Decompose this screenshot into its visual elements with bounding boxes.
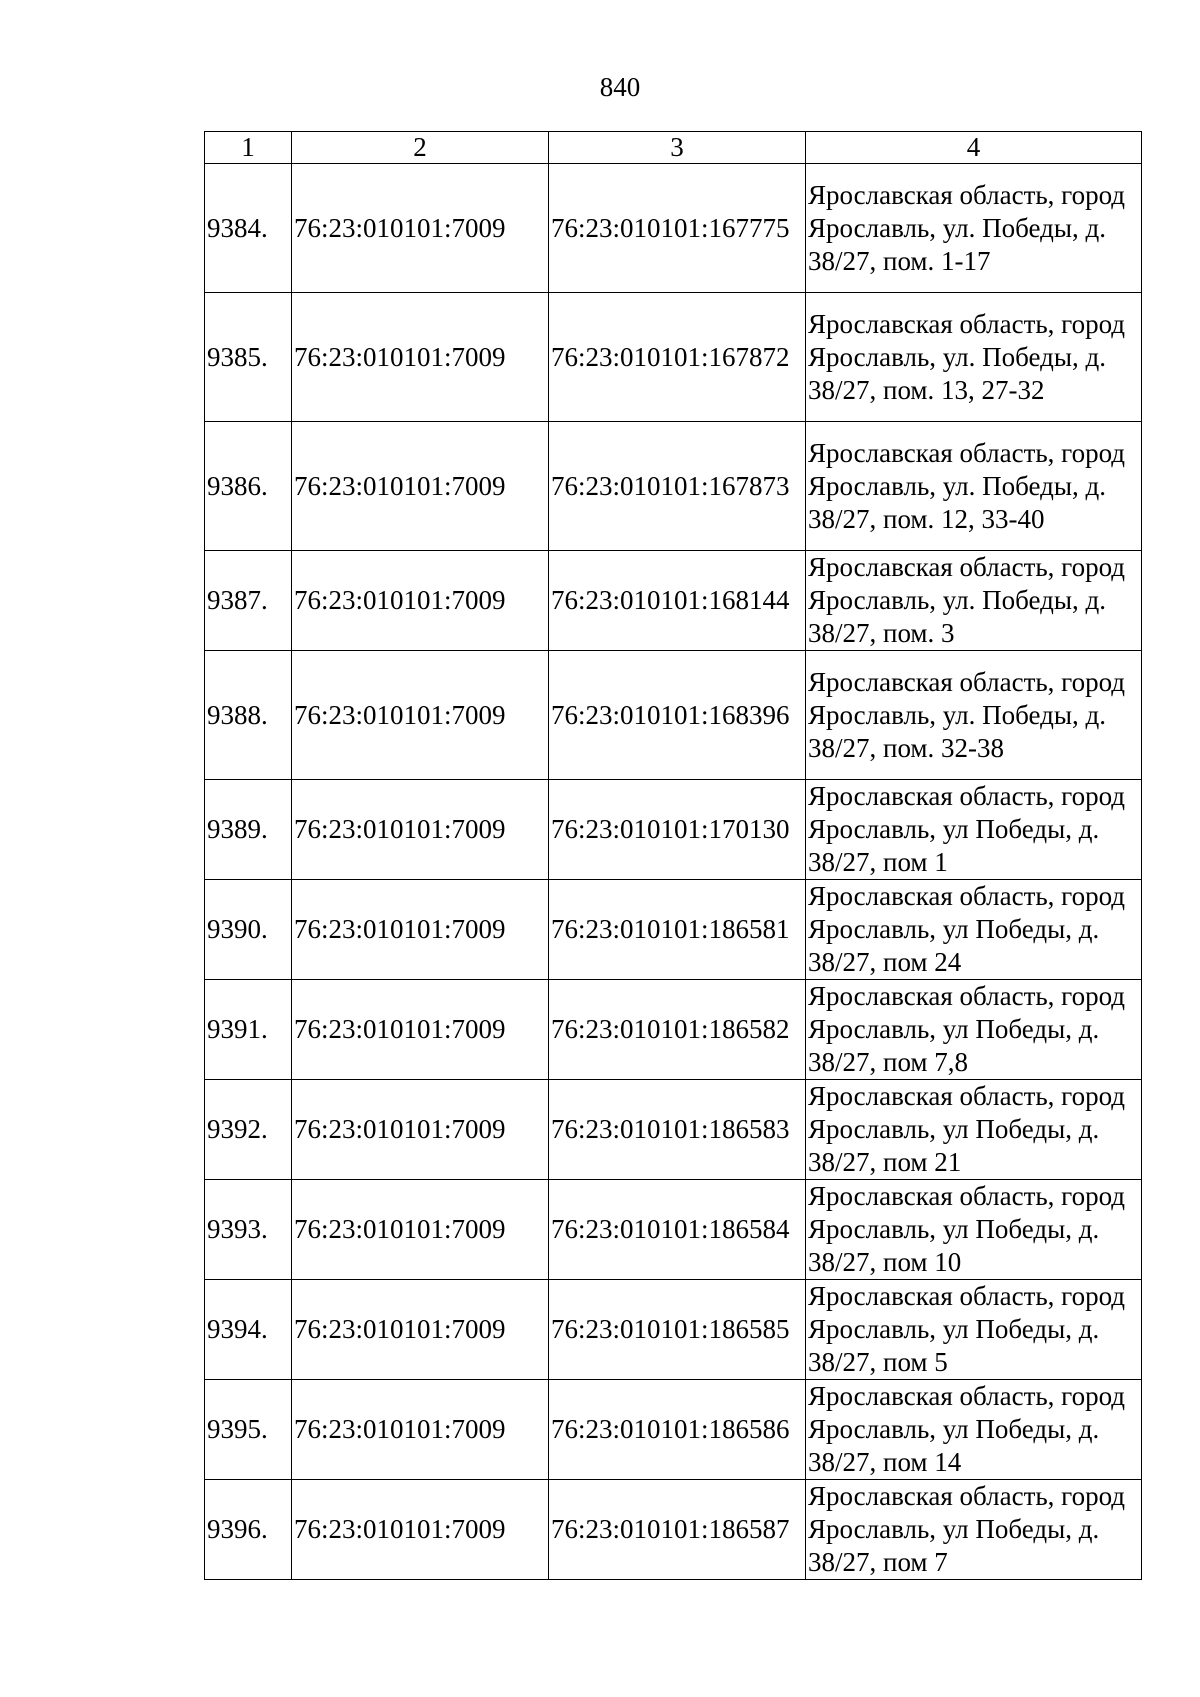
registry-table <box>204 131 1142 1580</box>
premises-cadastral-number: 76:23:010101:186586 <box>549 1380 806 1480</box>
row-number: 9391. <box>205 980 292 1080</box>
building-cadastral-number: 76:23:010101:7009 <box>292 880 549 980</box>
table-row <box>205 1180 1142 1280</box>
header-col-1: 1 <box>205 132 292 164</box>
table-row <box>205 551 1142 651</box>
row-number: 9394. <box>205 1280 292 1380</box>
row-number: 9385. <box>205 293 292 422</box>
address: Ярославская область, город Ярославль, ул. Победы, д. 38/27, пом. 3 <box>806 551 1142 651</box>
table-row <box>205 422 1142 551</box>
row-number: 9396. <box>205 1480 292 1580</box>
building-cadastral-number: 76:23:010101:7009 <box>292 551 549 651</box>
building-cadastral-number: 76:23:010101:7009 <box>292 1080 549 1180</box>
address: Ярославская область, город Ярославль, ул Победы, д. 38/27, пом 21 <box>806 1080 1142 1180</box>
address: Ярославская область, город Ярославль, ул Победы, д. 38/27, пом 7,8 <box>806 980 1142 1080</box>
address: Ярославская область, город Ярославль, ул Победы, д. 38/27, пом 7 <box>806 1480 1142 1580</box>
premises-cadastral-number: 76:23:010101:186585 <box>549 1280 806 1380</box>
premises-cadastral-number: 76:23:010101:186581 <box>549 880 806 980</box>
building-cadastral-number: 76:23:010101:7009 <box>292 980 549 1080</box>
building-cadastral-number: 76:23:010101:7009 <box>292 1180 549 1280</box>
building-cadastral-number: 76:23:010101:7009 <box>292 293 549 422</box>
header-col-2: 2 <box>292 132 549 164</box>
row-number: 9388. <box>205 651 292 780</box>
address: Ярославская область, город Ярославль, ул. Победы, д. 38/27, пом. 32-38 <box>806 651 1142 780</box>
address: Ярославская область, город Ярославль, ул Победы, д. 38/27, пом 1 <box>806 780 1142 880</box>
address: Ярославская область, город Ярославль, ул Победы, д. 38/27, пом 24 <box>806 880 1142 980</box>
premises-cadastral-number: 76:23:010101:168144 <box>549 551 806 651</box>
premises-cadastral-number: 76:23:010101:186583 <box>549 1080 806 1180</box>
premises-cadastral-number: 76:23:010101:186584 <box>549 1180 806 1280</box>
header-col-4: 4 <box>806 132 1142 164</box>
address: Ярославская область, город Ярославль, ул Победы, д. 38/27, пом 5 <box>806 1280 1142 1380</box>
row-number: 9386. <box>205 422 292 551</box>
building-cadastral-number: 76:23:010101:7009 <box>292 1280 549 1380</box>
building-cadastral-number: 76:23:010101:7009 <box>292 780 549 880</box>
address: Ярославская область, город Ярославль, ул. Победы, д. 38/27, пом. 12, 33-40 <box>806 422 1142 551</box>
premises-cadastral-number: 76:23:010101:186582 <box>549 980 806 1080</box>
building-cadastral-number: 76:23:010101:7009 <box>292 651 549 780</box>
row-number: 9390. <box>205 880 292 980</box>
building-cadastral-number: 76:23:010101:7009 <box>292 164 549 293</box>
table-header-row <box>205 132 1142 164</box>
table-row <box>205 651 1142 780</box>
table-row <box>205 980 1142 1080</box>
row-number: 9395. <box>205 1380 292 1480</box>
table-row <box>205 880 1142 980</box>
premises-cadastral-number: 76:23:010101:167775 <box>549 164 806 293</box>
address: Ярославская область, город Ярославль, ул. Победы, д. 38/27, пом. 13, 27-32 <box>806 293 1142 422</box>
row-number: 9387. <box>205 551 292 651</box>
building-cadastral-number: 76:23:010101:7009 <box>292 422 549 551</box>
row-number: 9384. <box>205 164 292 293</box>
header-col-3: 3 <box>549 132 806 164</box>
table-row <box>205 1080 1142 1180</box>
premises-cadastral-number: 76:23:010101:186587 <box>549 1480 806 1580</box>
page-number: 840 <box>599 72 641 102</box>
table-row <box>205 1480 1142 1580</box>
address: Ярославская область, город Ярославль, ул. Победы, д. 38/27, пом. 1-17 <box>806 164 1142 293</box>
premises-cadastral-number: 76:23:010101:167873 <box>549 422 806 551</box>
table-row <box>205 1280 1142 1380</box>
address: Ярославская область, город Ярославль, ул Победы, д. 38/27, пом 14 <box>806 1380 1142 1480</box>
table-row <box>205 780 1142 880</box>
table-row <box>205 1380 1142 1480</box>
building-cadastral-number: 76:23:010101:7009 <box>292 1380 549 1480</box>
premises-cadastral-number: 76:23:010101:167872 <box>549 293 806 422</box>
table-row <box>205 164 1142 293</box>
row-number: 9392. <box>205 1080 292 1180</box>
address: Ярославская область, город Ярославль, ул Победы, д. 38/27, пом 10 <box>806 1180 1142 1280</box>
building-cadastral-number: 76:23:010101:7009 <box>292 1480 549 1580</box>
table-row <box>205 293 1142 422</box>
premises-cadastral-number: 76:23:010101:168396 <box>549 651 806 780</box>
row-number: 9393. <box>205 1180 292 1280</box>
row-number: 9389. <box>205 780 292 880</box>
premises-cadastral-number: 76:23:010101:170130 <box>549 780 806 880</box>
